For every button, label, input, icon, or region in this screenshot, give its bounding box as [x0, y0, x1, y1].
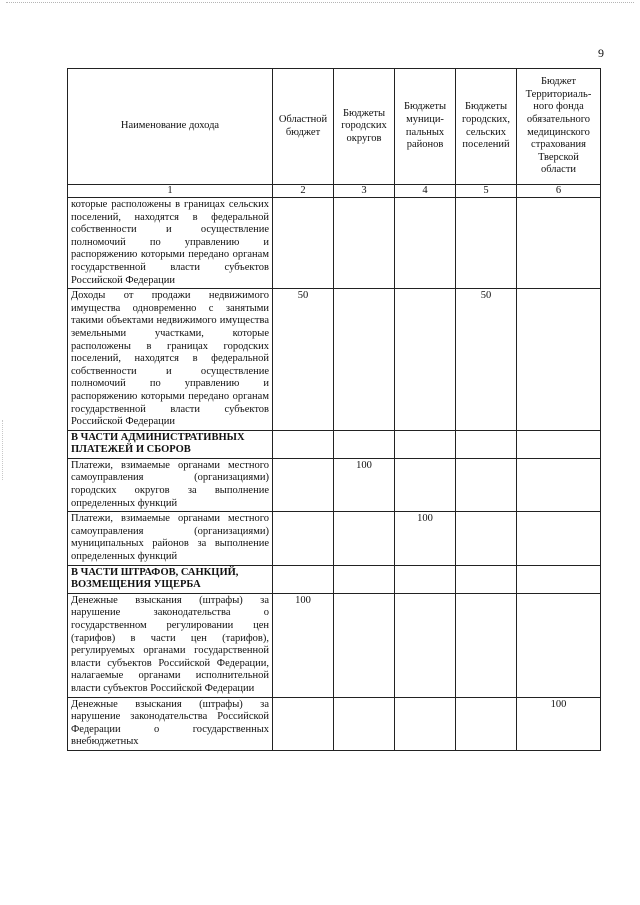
scan-artifact-top [6, 2, 634, 7]
revenue-name-cell: Доходы от продажи недвижимого имущества одновременно с занятыми такими объектами недвижимого имущества земельными участками, которые расположены в границах городских поселений, находятся в федеральной собственности и осуществление полномочий по управлению и распоряжению которыми передано органам государственной власти субъектов Российской Федерации [68, 289, 273, 431]
revenue-name-cell: Денежные взыскания (штрафы) за нарушение законодательства Российской Федерации о государственных внебюджетных [68, 697, 273, 750]
value-cell [456, 430, 517, 458]
value-cell [334, 697, 395, 750]
value-cell [456, 198, 517, 289]
value-cell [395, 458, 456, 511]
value-cell [456, 697, 517, 750]
table-row [68, 697, 601, 750]
column-header-municipal-districts: Бюджеты муници-пальных районов [395, 69, 456, 185]
column-numbers-row [68, 185, 601, 198]
value-cell [456, 565, 517, 593]
value-cell: 100 [334, 458, 395, 511]
value-cell [334, 198, 395, 289]
table-row [68, 512, 601, 565]
section-heading: В ЧАСТИ ШТРАФОВ, САНКЦИЙ, ВОЗМЕЩЕНИЯ УЩЕРБА [68, 565, 273, 593]
value-cell [517, 565, 601, 593]
value-cell [517, 593, 601, 697]
value-cell [273, 697, 334, 750]
column-number: 2 [273, 185, 334, 198]
column-header-city-districts: Бюджеты городских округов [334, 69, 395, 185]
value-cell: 100 [273, 593, 334, 697]
table-row [68, 198, 601, 289]
value-cell [395, 593, 456, 697]
value-cell [517, 430, 601, 458]
value-cell [395, 289, 456, 431]
revenue-distribution-table [67, 68, 601, 751]
revenue-name-cell: Платежи, взимаемые органами местного самоуправления (организациями) муниципальных районов за выполнение определенных функций [68, 512, 273, 565]
value-cell [273, 565, 334, 593]
column-header-regional: Областной бюджет [273, 69, 334, 185]
value-cell [334, 565, 395, 593]
value-cell [273, 512, 334, 565]
value-cell [334, 430, 395, 458]
column-number: 6 [517, 185, 601, 198]
value-cell [334, 593, 395, 697]
scan-artifact-left [2, 420, 5, 480]
revenue-name-cell: Денежные взыскания (штрафы) за нарушение законодательства о государственном регулировании цен (тарифов) в части цен (тарифов), регулируемых органами государственной власти субъектов Российской Федерации, налагаемые органами исполнительной власти субъектов Российской Федерации [68, 593, 273, 697]
value-cell [334, 289, 395, 431]
value-cell [273, 198, 334, 289]
value-cell [517, 289, 601, 431]
value-cell: 50 [273, 289, 334, 431]
table-row [68, 593, 601, 697]
value-cell [517, 198, 601, 289]
column-header-medical-insurance-fund: Бюджет Территориаль-ного фонда обязательного медицинского страхования Тверской области [517, 69, 601, 185]
table-row [68, 458, 601, 511]
value-cell [517, 458, 601, 511]
column-number: 5 [456, 185, 517, 198]
value-cell [395, 697, 456, 750]
section-row [68, 430, 601, 458]
value-cell: 50 [456, 289, 517, 431]
value-cell [517, 512, 601, 565]
table-row [68, 289, 601, 431]
column-header-name: Наименование дохода [68, 69, 273, 185]
value-cell [456, 512, 517, 565]
value-cell [334, 512, 395, 565]
value-cell [273, 430, 334, 458]
column-number: 4 [395, 185, 456, 198]
value-cell [395, 565, 456, 593]
section-row [68, 565, 601, 593]
section-heading: В ЧАСТИ АДМИНИСТРАТИВНЫХ ПЛАТЕЖЕЙ И СБОРОВ [68, 430, 273, 458]
column-header-settlements: Бюджеты городских, сельских поселений [456, 69, 517, 185]
value-cell [395, 198, 456, 289]
value-cell [456, 458, 517, 511]
revenue-name-cell: Платежи, взимаемые органами местного самоуправления (организациями) городских округов за выполнение определенных функций [68, 458, 273, 511]
column-number: 1 [68, 185, 273, 198]
column-number: 3 [334, 185, 395, 198]
header-row [68, 69, 601, 185]
value-cell: 100 [517, 697, 601, 750]
page-number: 9 [598, 46, 604, 60]
value-cell: 100 [395, 512, 456, 565]
value-cell [273, 458, 334, 511]
value-cell [456, 593, 517, 697]
value-cell [395, 430, 456, 458]
revenue-name-cell: которые расположены в границах сельских поселений, находятся в федеральной собственности и осуществление полномочий по управлению и распоряжению которыми передано органам государственной власти субъектов Российской Федерации [68, 198, 273, 289]
